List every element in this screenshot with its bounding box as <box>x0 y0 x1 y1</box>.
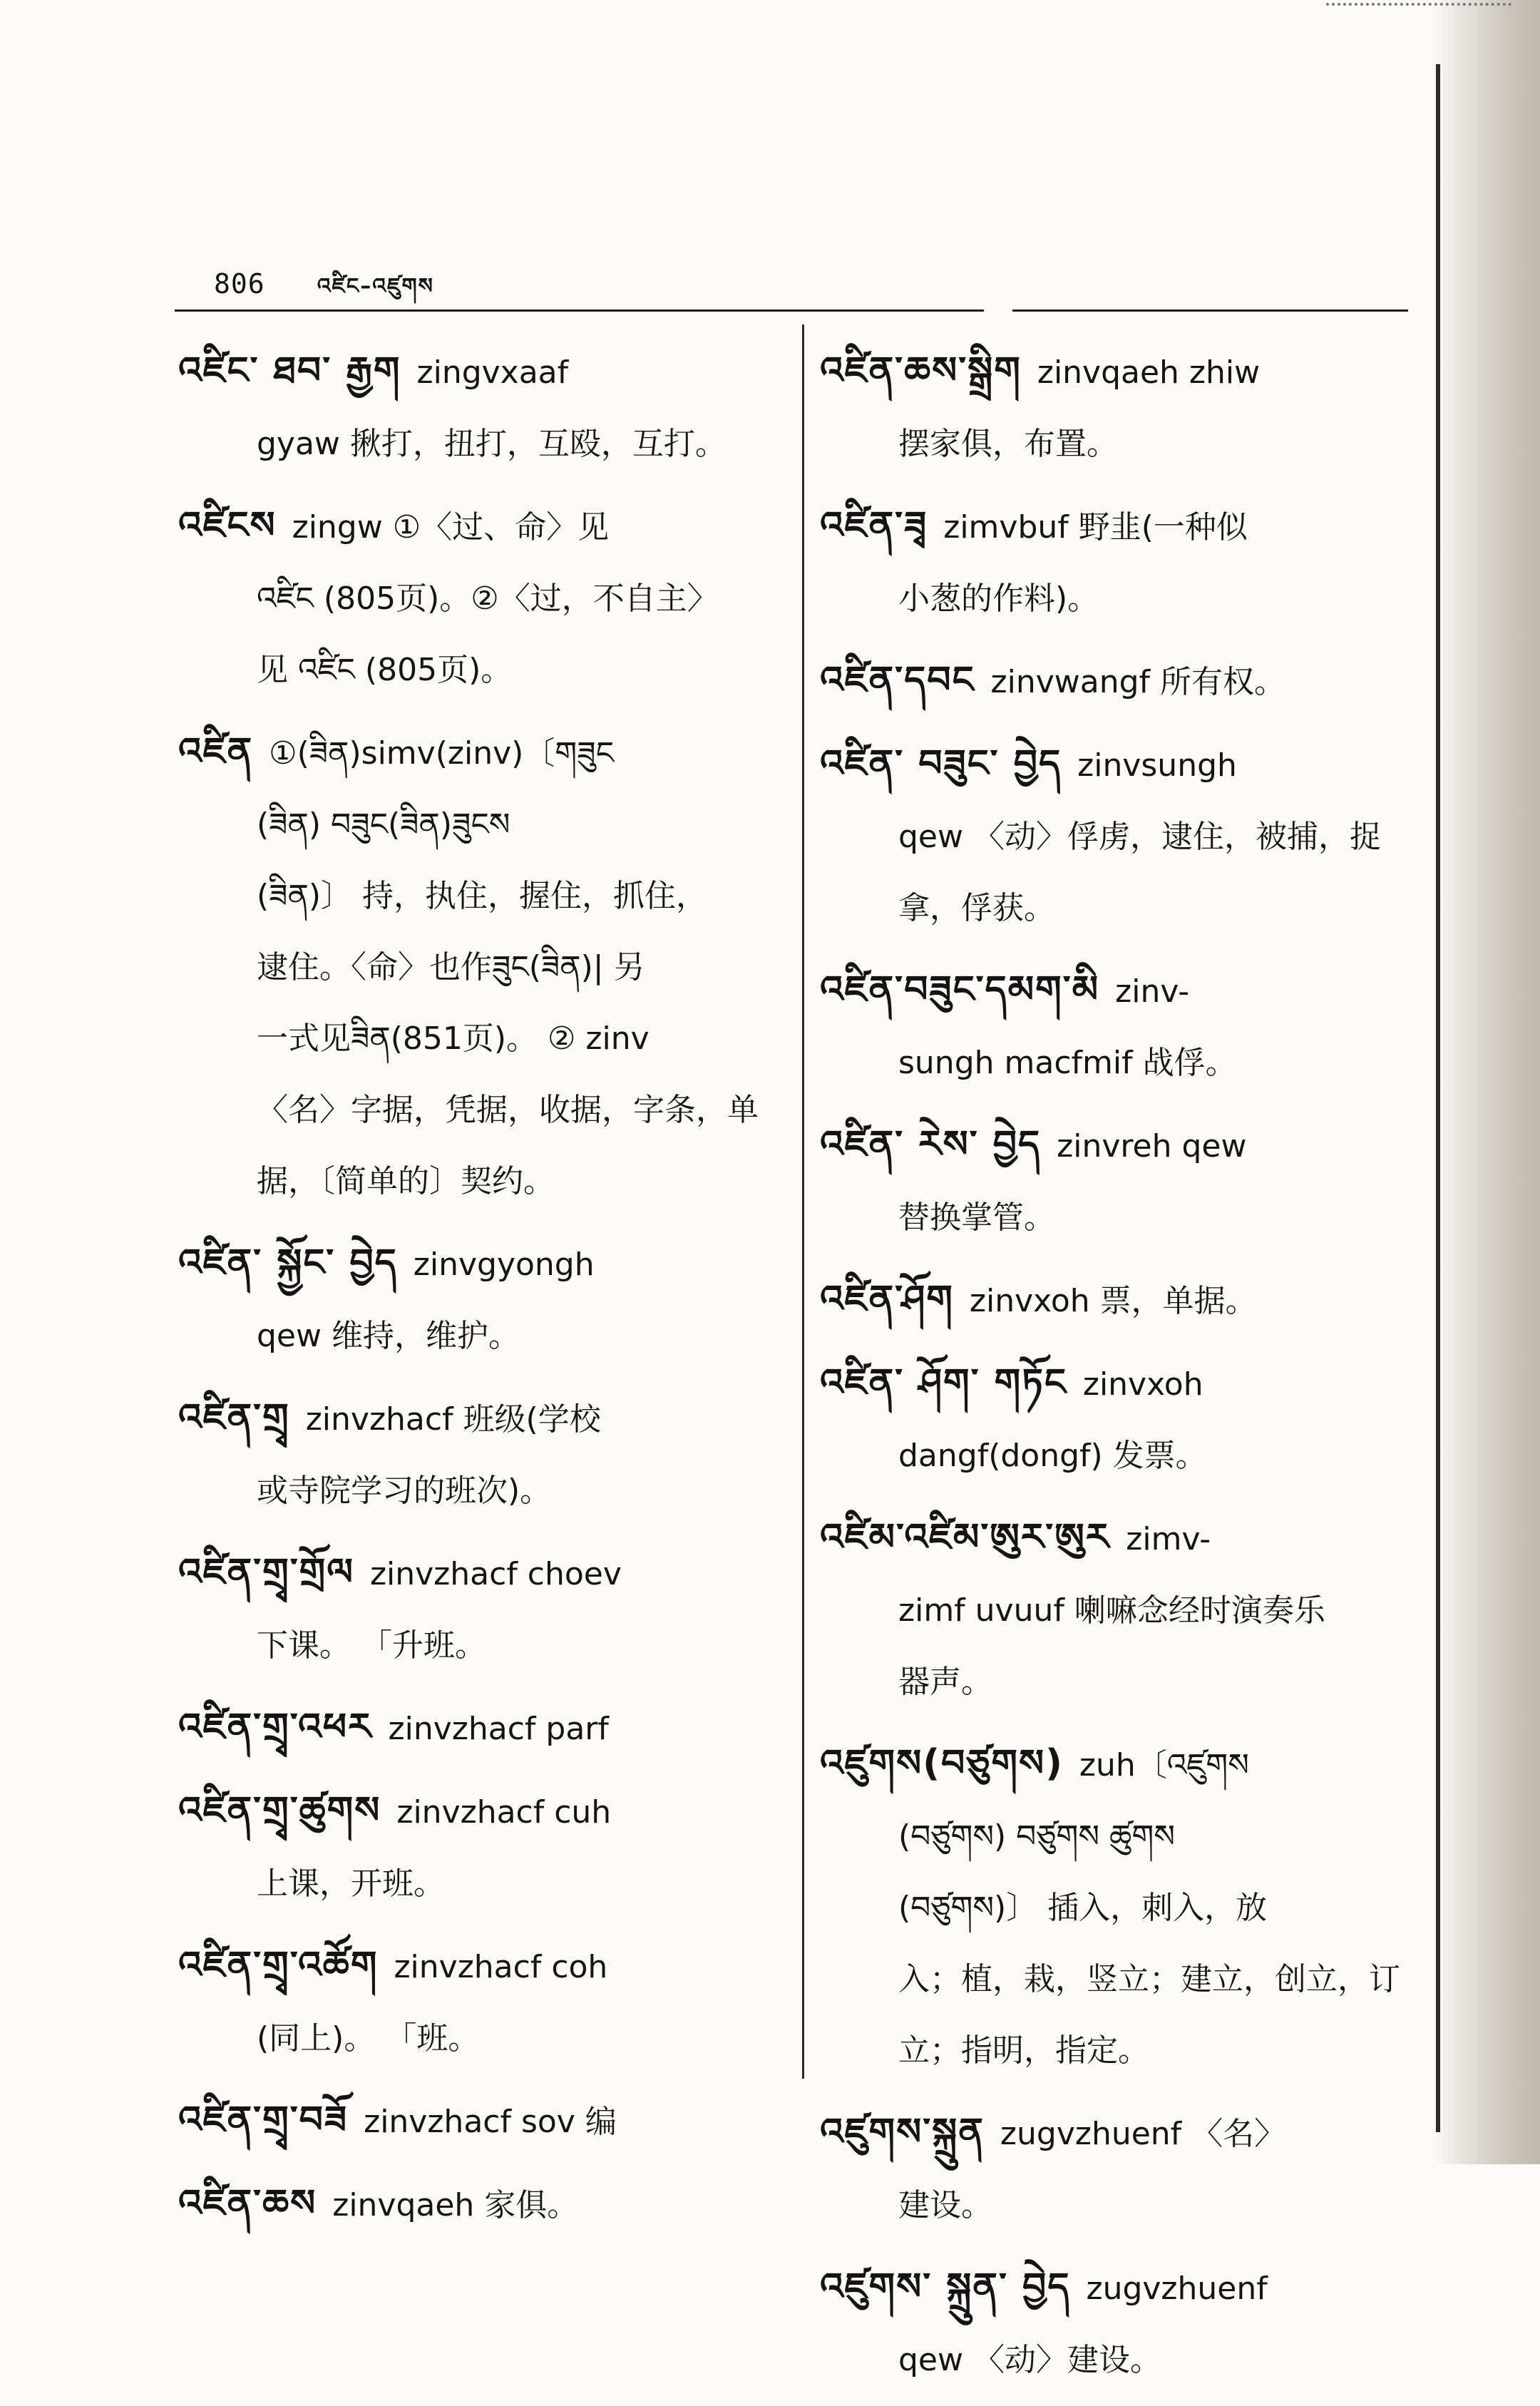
entry-text: zinvzhacf coh <box>394 1949 608 1985</box>
entry-text: qew 〈动〉俘虏，逮住，被捕，捉 <box>898 819 1381 855</box>
entry-first-line <box>178 1227 784 1301</box>
dictionary-entry <box>178 1382 784 1527</box>
dictionary-entry <box>178 335 784 480</box>
entry-first-line <box>820 2097 1433 2170</box>
entry-text: zinvxoh 票，单据。 <box>969 1283 1257 1319</box>
entry-headword: འཛིན་ཆས <box>178 2182 317 2225</box>
entry-text: ①(ཟིན)simv(zinv)〔གཟུང <box>269 735 614 772</box>
entry-continuation-line <box>820 409 1433 480</box>
entry-headword: འཛིན་ རེས་ བྱེད <box>820 1123 1042 1166</box>
entry-headword: འཛིངས <box>178 504 277 547</box>
dictionary-entry <box>178 1537 784 1681</box>
entry-text: zimv- <box>1126 1521 1211 1557</box>
entry-first-line <box>178 716 784 789</box>
entry-first-line <box>820 1347 1433 1420</box>
entry-first-line <box>820 1728 1433 1801</box>
entry-continuation-line <box>820 802 1433 873</box>
page-edge-line <box>1436 64 1440 2132</box>
entry-first-line <box>820 954 1433 1028</box>
entry-text: zugvzhuenf 〈名〉 <box>1000 2116 1286 2152</box>
entry-text: dangf(dongf) 发票。 <box>898 1438 1207 1474</box>
entry-text: 替换掌管。 <box>898 1199 1055 1236</box>
entry-continuation-line <box>178 1848 784 1920</box>
entry-text: sungh macfmif 战俘。 <box>898 1045 1237 1081</box>
entry-first-line <box>820 645 1433 718</box>
entry-headword: འཛིན་དབང <box>820 659 975 702</box>
page-number: 806 <box>214 268 265 300</box>
entry-headword: འཛིན་གྲྭ་འཕར <box>178 1706 373 1749</box>
dictionary-entry <box>178 1227 784 1372</box>
entry-text: zinvqaeh zhiw <box>1037 354 1261 391</box>
entry-continuation-line <box>178 635 784 706</box>
entry-continuation-line <box>178 932 784 1003</box>
dictionary-entry <box>820 335 1433 480</box>
entry-headword: འཛིན <box>178 730 254 773</box>
guide-words: འཛིང–འཛུགས <box>317 274 434 299</box>
page-header <box>214 262 450 322</box>
entry-first-line <box>178 1691 784 1765</box>
entry-headword: འཛིན་གྲྭ <box>178 1396 290 1439</box>
entry-headword: འཛིན་ཆས་སྒྲིག <box>820 349 1022 392</box>
entry-text: zinvsungh <box>1077 747 1237 784</box>
left-column <box>178 335 784 2251</box>
entry-text: (བཙུགས) བཙུགས ཚུགས <box>898 1818 1176 1855</box>
entry-headword: འཛིན་གྲྭ་འཚོག <box>178 1944 379 1987</box>
entry-text: འཛིང (805页)。②〈过，不自主〉 <box>257 580 719 617</box>
entry-text: zingvxaaf <box>416 354 569 391</box>
entry-text: (ཟིན)〕 持，执住，握住，抓住， <box>257 878 708 914</box>
top-edge-dots <box>1326 3 1511 6</box>
dictionary-entry <box>820 1264 1433 1337</box>
dictionary-entry <box>178 1930 784 2074</box>
header-rule <box>175 309 1408 312</box>
entry-headword: འཛིན་གྲྭ་གྲོལ <box>178 1551 354 1594</box>
dictionary-entry <box>820 490 1433 635</box>
scan-edge-shadow <box>1433 0 1540 2164</box>
entry-first-line <box>178 335 784 409</box>
entry-text: 见 འཛིང (805页)。 <box>257 652 513 688</box>
entry-continuation-line <box>178 1003 784 1075</box>
entry-continuation-line <box>178 2003 784 2074</box>
entry-continuation-line <box>178 1455 784 1527</box>
column-divider <box>802 324 804 2079</box>
entry-text: zugvzhuenf <box>1086 2271 1268 2307</box>
dictionary-entry <box>820 728 1433 944</box>
entry-continuation-line <box>820 1801 1433 1873</box>
entry-continuation-line <box>820 873 1433 944</box>
entry-headword: འཛིན་གྲྭ་ཚུགས <box>178 1789 381 1832</box>
entry-headword: འཛིང་ ཐབ་ རྒྱག <box>178 349 401 392</box>
entry-continuation-line <box>178 1610 784 1681</box>
entry-first-line <box>820 1264 1433 1337</box>
entry-text: 器声。 <box>898 1664 992 1700</box>
entry-text: zinvwangf 所有权。 <box>990 664 1286 700</box>
entry-continuation-line <box>820 1647 1433 1718</box>
entry-text: qew 维持，维护。 <box>257 1318 520 1354</box>
entry-continuation-line <box>820 1182 1433 1254</box>
entry-first-line <box>820 335 1433 409</box>
entry-text: zinvzhacf 班级(学校 <box>305 1401 601 1438</box>
entry-text: 入；植，栽，竖立；建立，创立，订 <box>898 1961 1400 1997</box>
entry-text: zimf uvuuf 喇嘛念经时演奏乐 <box>898 1592 1325 1629</box>
entry-text: qew 〈动〉建设。 <box>898 2342 1161 2378</box>
entry-text: 上课，开班。 <box>257 1865 445 1902</box>
entry-text: 或寺院学习的班次)。 <box>257 1473 552 1509</box>
entry-text: zinvzhacf choev <box>369 1556 622 1592</box>
entry-first-line <box>820 490 1433 563</box>
entry-text: 逮住。〈命〉也作ཟུང(ཟིན)| 另 <box>257 949 645 986</box>
dictionary-entry <box>820 1502 1433 1718</box>
dictionary-entry <box>178 716 784 1217</box>
entry-text: zinvqaeh 家俱。 <box>332 2187 579 2223</box>
entry-text: 据，〔简单的〕契约。 <box>257 1163 555 1199</box>
dictionary-entry <box>820 2251 1433 2396</box>
entry-text: zinvzhacf cuh <box>396 1794 612 1831</box>
entry-continuation-line <box>820 1944 1433 2015</box>
entry-headword: འཛུགས་ སྐྲུན་ བྱེད <box>820 2266 1071 2308</box>
entry-headword: འཛིན་གྲྭ་བཟོ <box>178 2099 349 2141</box>
header-rule-gap <box>984 309 1012 312</box>
entry-text: 拿，俘获。 <box>898 890 1055 926</box>
entry-first-line <box>178 2168 784 2241</box>
entry-continuation-line <box>178 861 784 932</box>
entry-continuation-line <box>820 563 1433 635</box>
dictionary-entry <box>820 1347 1433 1492</box>
entry-first-line <box>820 2251 1433 2325</box>
entry-text: zinvzhacf sov 编 <box>364 2104 617 2140</box>
entry-headword: འཛིན་ སྐྱོང་ བྱེད <box>178 1242 398 1284</box>
dictionary-entry <box>178 1691 784 1765</box>
entry-first-line <box>820 728 1433 802</box>
dictionary-entry <box>820 1728 1433 2087</box>
entry-continuation-line <box>820 1028 1433 1099</box>
entry-headword: འཛུགས(བཙུགས) <box>820 1742 1064 1785</box>
dictionary-entry <box>820 954 1433 1099</box>
entry-text: zinvgyongh <box>413 1246 595 1283</box>
entry-continuation-line <box>178 563 784 635</box>
entry-text: (བཙུགས)〕 插入，刺入，放 <box>898 1890 1268 1926</box>
entry-text: zimvbuf 野韭(一种似 <box>943 509 1248 546</box>
entry-continuation-line <box>178 1075 784 1146</box>
entry-first-line <box>820 1109 1433 1182</box>
entry-headword: འཛིན་བཟུང་དམག་མི <box>820 968 1100 1011</box>
dictionary-entry <box>820 2097 1433 2241</box>
entry-first-line <box>178 2084 784 2158</box>
entry-headword: འཛིན་ བཟུང་ བྱེད <box>820 742 1062 785</box>
entry-text: 立；指明，指定。 <box>898 2032 1149 2069</box>
entry-headword: འཛིམ་འཛིམ་ཨུར་ཨུར <box>820 1516 1111 1559</box>
entry-continuation-line <box>820 2015 1433 2087</box>
right-column <box>820 335 1433 2406</box>
entry-continuation-line <box>178 1146 784 1217</box>
entry-continuation-line <box>820 2170 1433 2241</box>
entry-continuation-line <box>820 1873 1433 1944</box>
entry-first-line <box>178 1930 784 2003</box>
entry-continuation-line <box>820 1575 1433 1647</box>
dictionary-entry <box>178 2084 784 2158</box>
entry-continuation-line <box>178 409 784 480</box>
entry-continuation-line <box>178 1301 784 1372</box>
entry-text: zinvreh qew <box>1057 1128 1247 1164</box>
entry-text: (同上)。 「班。 <box>257 2020 480 2057</box>
entry-text: 〈名〉字据，凭据，收据，字条，单 <box>257 1092 759 1128</box>
entry-text: 一式见ཟིན(851页)。 ② zinv <box>257 1020 650 1057</box>
dictionary-entry <box>178 1775 784 1920</box>
entry-headword: འཛིན་ཤོག <box>820 1278 954 1321</box>
dictionary-entry <box>820 645 1433 718</box>
entry-headword: འཛིན་ཟྭ <box>820 504 928 547</box>
entry-headword: འཛུགས་སྐྲུན <box>820 2111 985 2154</box>
entry-text: 建设。 <box>898 2187 992 2223</box>
entry-text: 下课。 「升班。 <box>257 1627 486 1664</box>
entry-text: zinv- <box>1115 973 1190 1010</box>
dictionary-entry <box>820 1109 1433 1254</box>
entry-text: zingw ①〈过、命〉见 <box>292 509 610 546</box>
entry-text: zinvxoh <box>1082 1366 1203 1403</box>
entry-text: zinvzhacf parf <box>388 1711 609 1747</box>
entry-first-line <box>178 1537 784 1610</box>
entry-continuation-line <box>178 789 784 861</box>
entry-headword: འཛིན་ ཤོག་ གཏོང <box>820 1361 1067 1404</box>
entry-continuation-line <box>820 1420 1433 1492</box>
dictionary-entry <box>178 490 784 706</box>
dictionary-entry <box>178 2168 784 2241</box>
entry-text: gyaw 揪打，扭打，互殴，互打。 <box>257 426 727 462</box>
entry-continuation-line <box>820 2325 1433 2396</box>
entry-first-line <box>178 490 784 563</box>
entry-text: 摆家俱，布置。 <box>898 426 1118 462</box>
entry-text: zuh〔འཛུགས <box>1079 1747 1249 1783</box>
entry-first-line <box>178 1775 784 1848</box>
entry-first-line <box>178 1382 784 1455</box>
entry-text: 小葱的作料)。 <box>898 580 1099 617</box>
entry-first-line <box>820 1502 1433 1575</box>
entry-text: (ཟིན) བཟུང(ཟིན)ཟུངས <box>257 807 510 843</box>
